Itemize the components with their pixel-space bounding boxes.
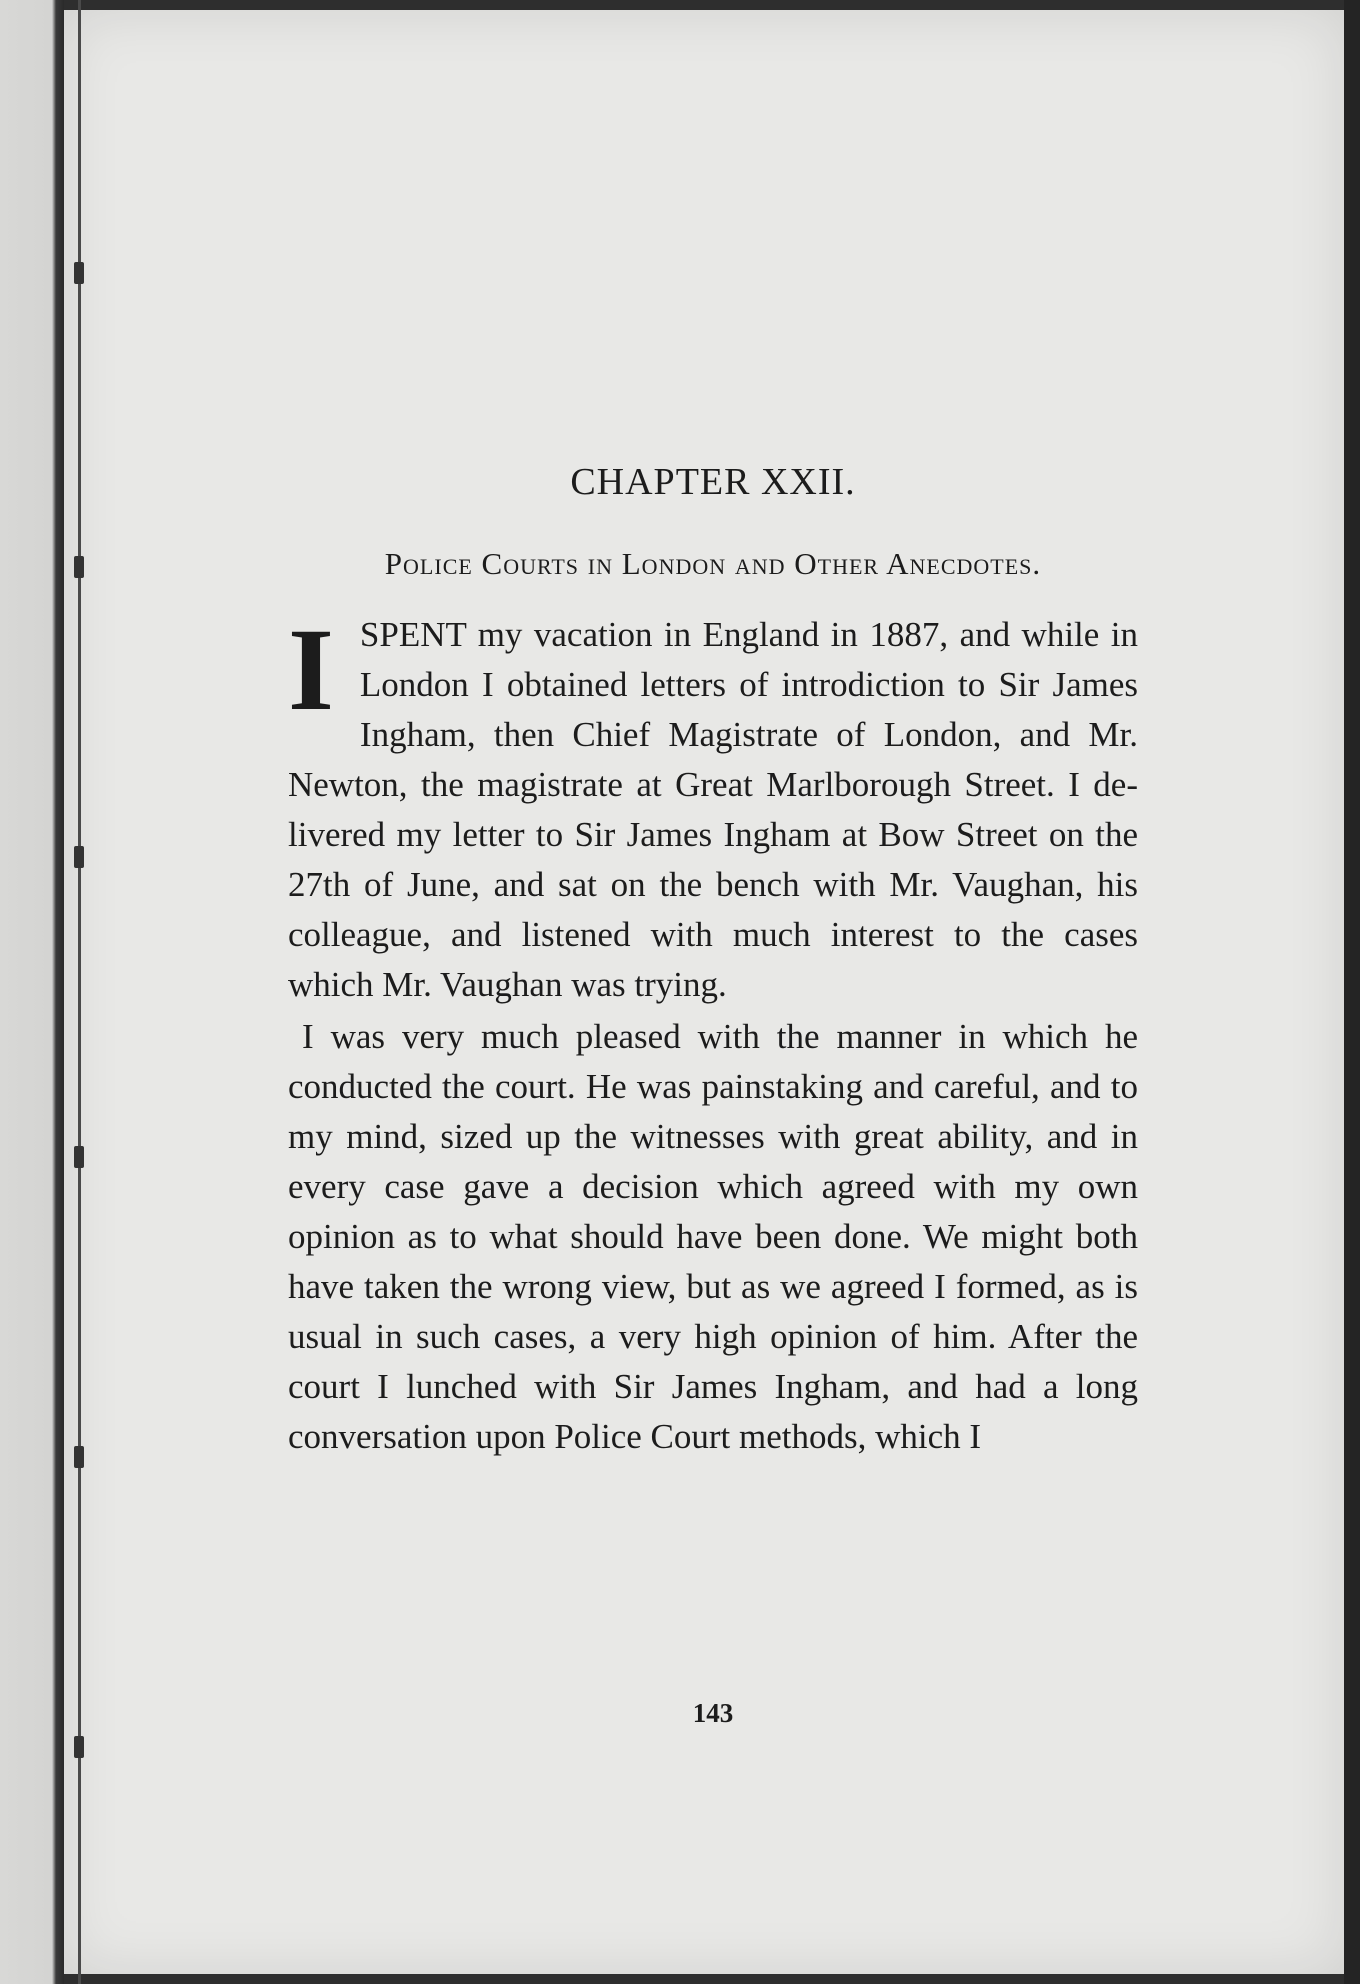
binding-thread-mark	[74, 1146, 84, 1168]
paragraph-text: SPENT my vacation in England in 1887, and while in London I obtained letters of introdiction to Sir James Ingham, then Chief Magistrate of London, and Mr. Newton, the magistrate at Great Marlborough Street. I delivered my letter to Sir James Ingham at Bow Street on the 27th of June, and sat on the bench with Mr. Vaughan, his colleague, and listened with much interest to the cases which Mr. Vaughan was trying.	[288, 615, 1138, 1004]
paragraph	[288, 1012, 1138, 1462]
binding-thread-mark	[74, 846, 84, 868]
drop-cap: I	[288, 604, 334, 735]
chapter-subtitle: Police Courts in London and Other Anecdotes.	[384, 546, 1042, 581]
book-gutter	[0, 0, 64, 1984]
paragraph	[288, 604, 1138, 1010]
binding-edge	[78, 0, 81, 1984]
page-number: 143	[692, 1698, 734, 1728]
paragraph-text: I was very much pleased with the manner in which he conducted the court. He was painstaking and careful, and to my mind, sized up the witnesses with great ability, and in every case gave a decision which agreed with my own opinion as to what should have been done. We might both have taken the wrong view, but as we agreed I formed, as is usual in such cases, a very high opinion of him. After the court I lunched with Sir James Ingham, and had a long conversation upon Police Court methods, which I	[288, 1017, 1138, 1456]
scan-border	[1344, 0, 1360, 1984]
binding-thread-mark	[74, 262, 84, 284]
body-text	[288, 604, 1138, 1462]
chapter-title: CHAPTER XXII.	[570, 461, 856, 503]
binding-thread-mark	[74, 1446, 84, 1468]
binding-thread-mark	[74, 556, 84, 578]
page-content	[288, 460, 1138, 1728]
binding-thread-mark	[74, 1736, 84, 1758]
